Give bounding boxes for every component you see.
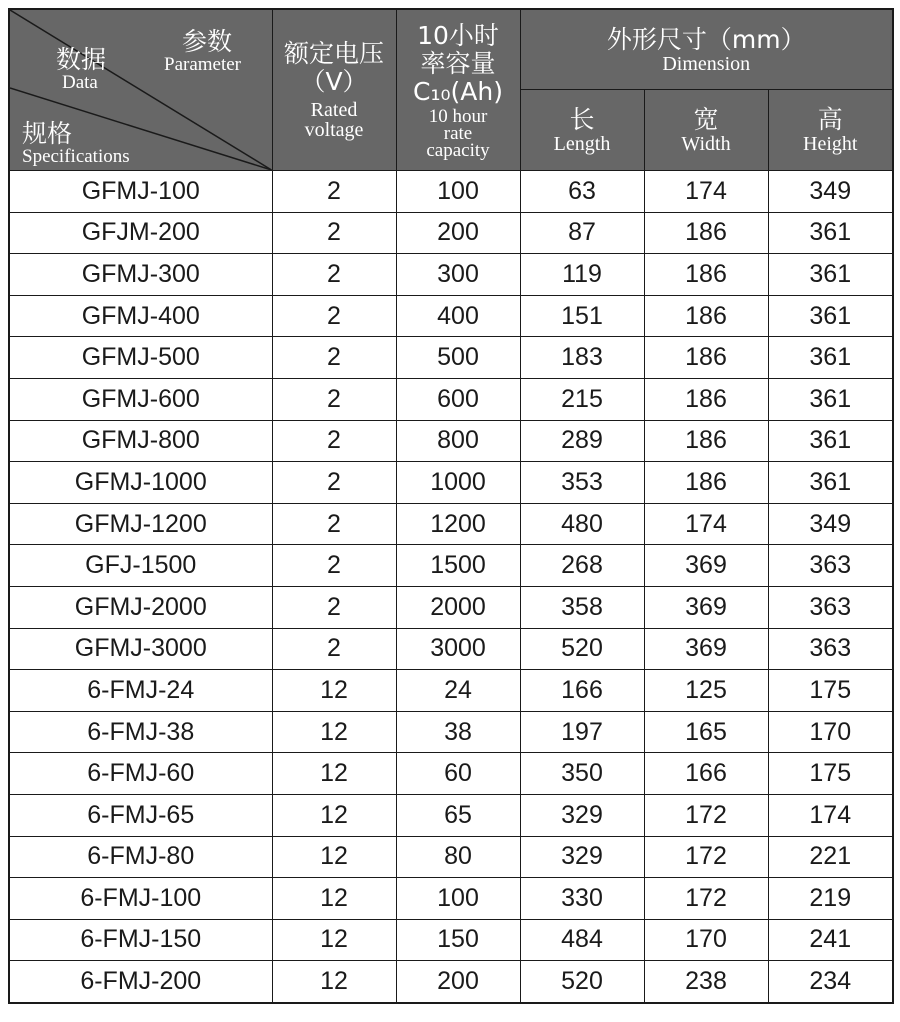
cell-height: 241 bbox=[768, 919, 893, 961]
capacity-header-zh2: 率容量 bbox=[420, 48, 496, 78]
cell-voltage: 2 bbox=[272, 628, 396, 670]
cell-width: 172 bbox=[644, 836, 768, 878]
cell-length: 329 bbox=[520, 794, 644, 836]
cell-capacity: 400 bbox=[396, 295, 520, 337]
length-header-zh: 长 bbox=[569, 105, 595, 135]
capacity-header-en3: capacity bbox=[426, 139, 490, 161]
cell-length: 353 bbox=[520, 462, 644, 504]
cell-capacity: 1000 bbox=[396, 462, 520, 504]
cell-length: 350 bbox=[520, 753, 644, 795]
table-row bbox=[9, 295, 893, 337]
cell-capacity: 200 bbox=[396, 961, 520, 1003]
cell-model: GFMJ-1000 bbox=[9, 462, 272, 504]
cell-voltage: 2 bbox=[272, 171, 396, 213]
table-row bbox=[9, 337, 893, 379]
table-row bbox=[9, 171, 893, 213]
cell-length: 87 bbox=[520, 212, 644, 254]
corner-spec-zh: 规格 bbox=[22, 119, 73, 148]
cell-width: 186 bbox=[644, 337, 768, 379]
cell-height: 349 bbox=[768, 171, 893, 213]
cell-height: 361 bbox=[768, 337, 893, 379]
cell-voltage: 12 bbox=[272, 878, 396, 920]
cell-capacity: 150 bbox=[396, 919, 520, 961]
cell-model: 6-FMJ-38 bbox=[9, 711, 272, 753]
capacity-header-zh1: 10小时 bbox=[417, 20, 499, 50]
cell-width: 238 bbox=[644, 961, 768, 1003]
cell-length: 289 bbox=[520, 420, 644, 462]
cell-height: 361 bbox=[768, 254, 893, 296]
cell-height: 363 bbox=[768, 628, 893, 670]
dimension-header bbox=[520, 9, 893, 90]
cell-length: 268 bbox=[520, 545, 644, 587]
cell-voltage: 12 bbox=[272, 711, 396, 753]
corner-data-en: Data bbox=[62, 72, 98, 93]
cell-capacity: 65 bbox=[396, 794, 520, 836]
cell-width: 166 bbox=[644, 753, 768, 795]
cell-height: 363 bbox=[768, 586, 893, 628]
table-row bbox=[9, 711, 893, 753]
capacity-header-en1: 10 hour bbox=[428, 105, 488, 127]
cell-height: 361 bbox=[768, 378, 893, 420]
cell-model: GFJ-1500 bbox=[9, 545, 272, 587]
height-header-en: Height bbox=[803, 133, 858, 156]
cell-height: 219 bbox=[768, 878, 893, 920]
table-row bbox=[9, 878, 893, 920]
capacity-header bbox=[396, 9, 520, 171]
cell-model: 6-FMJ-80 bbox=[9, 836, 272, 878]
capacity-header-zh3: C₁₀(Ah) bbox=[413, 76, 503, 106]
corner-parameter-zh: 参数 bbox=[182, 27, 233, 56]
cell-length: 480 bbox=[520, 503, 644, 545]
cell-width: 369 bbox=[644, 586, 768, 628]
cell-height: 174 bbox=[768, 794, 893, 836]
cell-model: 6-FMJ-150 bbox=[9, 919, 272, 961]
cell-height: 349 bbox=[768, 503, 893, 545]
cell-height: 361 bbox=[768, 295, 893, 337]
cell-width: 186 bbox=[644, 212, 768, 254]
cell-length: 166 bbox=[520, 670, 644, 712]
cell-width: 369 bbox=[644, 545, 768, 587]
cell-voltage: 12 bbox=[272, 919, 396, 961]
cell-model: GFMJ-400 bbox=[9, 295, 272, 337]
cell-capacity: 80 bbox=[396, 836, 520, 878]
cell-length: 520 bbox=[520, 628, 644, 670]
length-header bbox=[520, 90, 644, 171]
cell-width: 369 bbox=[644, 628, 768, 670]
cell-height: 175 bbox=[768, 670, 893, 712]
cell-voltage: 2 bbox=[272, 337, 396, 379]
cell-voltage: 2 bbox=[272, 503, 396, 545]
cell-capacity: 1200 bbox=[396, 503, 520, 545]
cell-length: 215 bbox=[520, 378, 644, 420]
cell-voltage: 12 bbox=[272, 670, 396, 712]
cell-model: GFMJ-800 bbox=[9, 420, 272, 462]
cell-voltage: 2 bbox=[272, 420, 396, 462]
cell-length: 197 bbox=[520, 711, 644, 753]
table-row bbox=[9, 503, 893, 545]
corner-data-zh: 数据 bbox=[56, 45, 107, 74]
cell-voltage: 2 bbox=[272, 462, 396, 504]
cell-capacity: 38 bbox=[396, 711, 520, 753]
cell-height: 175 bbox=[768, 753, 893, 795]
cell-model: 6-FMJ-60 bbox=[9, 753, 272, 795]
table-row bbox=[9, 545, 893, 587]
cell-width: 174 bbox=[644, 171, 768, 213]
cell-width: 186 bbox=[644, 378, 768, 420]
cell-capacity: 2000 bbox=[396, 586, 520, 628]
cell-model: 6-FMJ-24 bbox=[9, 670, 272, 712]
cell-width: 186 bbox=[644, 420, 768, 462]
battery-spec-table bbox=[8, 8, 894, 1004]
cell-model: GFJM-200 bbox=[9, 212, 272, 254]
cell-voltage: 12 bbox=[272, 753, 396, 795]
width-header bbox=[644, 90, 768, 171]
cell-capacity: 1500 bbox=[396, 545, 520, 587]
cell-height: 361 bbox=[768, 212, 893, 254]
cell-length: 484 bbox=[520, 919, 644, 961]
cell-height: 170 bbox=[768, 711, 893, 753]
cell-capacity: 300 bbox=[396, 254, 520, 296]
cell-height: 361 bbox=[768, 420, 893, 462]
table-row bbox=[9, 919, 893, 961]
voltage-header-zh2: （V） bbox=[300, 67, 368, 96]
dimension-header-en: Dimension bbox=[662, 52, 751, 75]
cell-voltage: 2 bbox=[272, 254, 396, 296]
cell-model: 6-FMJ-100 bbox=[9, 878, 272, 920]
cell-width: 125 bbox=[644, 670, 768, 712]
cell-width: 172 bbox=[644, 878, 768, 920]
cell-height: 361 bbox=[768, 462, 893, 504]
table-row bbox=[9, 794, 893, 836]
cell-length: 520 bbox=[520, 961, 644, 1003]
height-header-zh: 高 bbox=[817, 105, 843, 135]
table-row bbox=[9, 212, 893, 254]
table-row bbox=[9, 378, 893, 420]
capacity-header-en2: rate bbox=[443, 122, 473, 144]
cell-width: 186 bbox=[644, 254, 768, 296]
table-row bbox=[9, 836, 893, 878]
cell-model: GFMJ-3000 bbox=[9, 628, 272, 670]
cell-model: GFMJ-600 bbox=[9, 378, 272, 420]
cell-height: 221 bbox=[768, 836, 893, 878]
cell-model: 6-FMJ-200 bbox=[9, 961, 272, 1003]
voltage-header-en2: voltage bbox=[304, 119, 364, 141]
width-header-zh: 宽 bbox=[693, 105, 719, 135]
cell-voltage: 2 bbox=[272, 586, 396, 628]
cell-capacity: 500 bbox=[396, 337, 520, 379]
cell-height: 234 bbox=[768, 961, 893, 1003]
cell-capacity: 800 bbox=[396, 420, 520, 462]
length-header-en: Length bbox=[553, 133, 611, 156]
cell-model: GFMJ-300 bbox=[9, 254, 272, 296]
table-row bbox=[9, 961, 893, 1003]
cell-width: 174 bbox=[644, 503, 768, 545]
table-row bbox=[9, 254, 893, 296]
voltage-header-en1: Rated bbox=[310, 99, 358, 121]
table-row bbox=[9, 586, 893, 628]
cell-model: GFMJ-2000 bbox=[9, 586, 272, 628]
cell-model: GFMJ-500 bbox=[9, 337, 272, 379]
cell-width: 165 bbox=[644, 711, 768, 753]
cell-width: 186 bbox=[644, 462, 768, 504]
corner-spec-en: Specifications bbox=[22, 146, 130, 167]
height-header bbox=[768, 90, 893, 171]
cell-length: 119 bbox=[520, 254, 644, 296]
cell-voltage: 2 bbox=[272, 212, 396, 254]
cell-voltage: 12 bbox=[272, 836, 396, 878]
cell-width: 172 bbox=[644, 794, 768, 836]
corner-parameter-en: Parameter bbox=[164, 54, 242, 75]
voltage-header-zh1: 额定电压 bbox=[283, 39, 384, 68]
cell-model: 6-FMJ-65 bbox=[9, 794, 272, 836]
cell-capacity: 100 bbox=[396, 878, 520, 920]
cell-voltage: 2 bbox=[272, 378, 396, 420]
cell-capacity: 600 bbox=[396, 378, 520, 420]
cell-capacity: 24 bbox=[396, 670, 520, 712]
table-row bbox=[9, 462, 893, 504]
voltage-header bbox=[272, 9, 396, 171]
cell-height: 363 bbox=[768, 545, 893, 587]
dimension-header-zh: 外形尺寸（mm） bbox=[606, 24, 806, 54]
cell-voltage: 2 bbox=[272, 295, 396, 337]
table-row bbox=[9, 753, 893, 795]
cell-model: GFMJ-1200 bbox=[9, 503, 272, 545]
cell-voltage: 2 bbox=[272, 545, 396, 587]
cell-width: 186 bbox=[644, 295, 768, 337]
cell-length: 330 bbox=[520, 878, 644, 920]
cell-length: 329 bbox=[520, 836, 644, 878]
cell-length: 358 bbox=[520, 586, 644, 628]
cell-model: GFMJ-100 bbox=[9, 171, 272, 213]
cell-length: 183 bbox=[520, 337, 644, 379]
cell-length: 63 bbox=[520, 171, 644, 213]
table-row bbox=[9, 420, 893, 462]
cell-voltage: 12 bbox=[272, 961, 396, 1003]
cell-capacity: 100 bbox=[396, 171, 520, 213]
cell-capacity: 60 bbox=[396, 753, 520, 795]
corner-header-cell bbox=[9, 9, 272, 171]
cell-width: 170 bbox=[644, 919, 768, 961]
spec-table-body bbox=[9, 171, 893, 1003]
cell-capacity: 200 bbox=[396, 212, 520, 254]
table-row bbox=[9, 628, 893, 670]
cell-voltage: 12 bbox=[272, 794, 396, 836]
table-row bbox=[9, 670, 893, 712]
width-header-en: Width bbox=[681, 133, 731, 156]
cell-capacity: 3000 bbox=[396, 628, 520, 670]
cell-length: 151 bbox=[520, 295, 644, 337]
